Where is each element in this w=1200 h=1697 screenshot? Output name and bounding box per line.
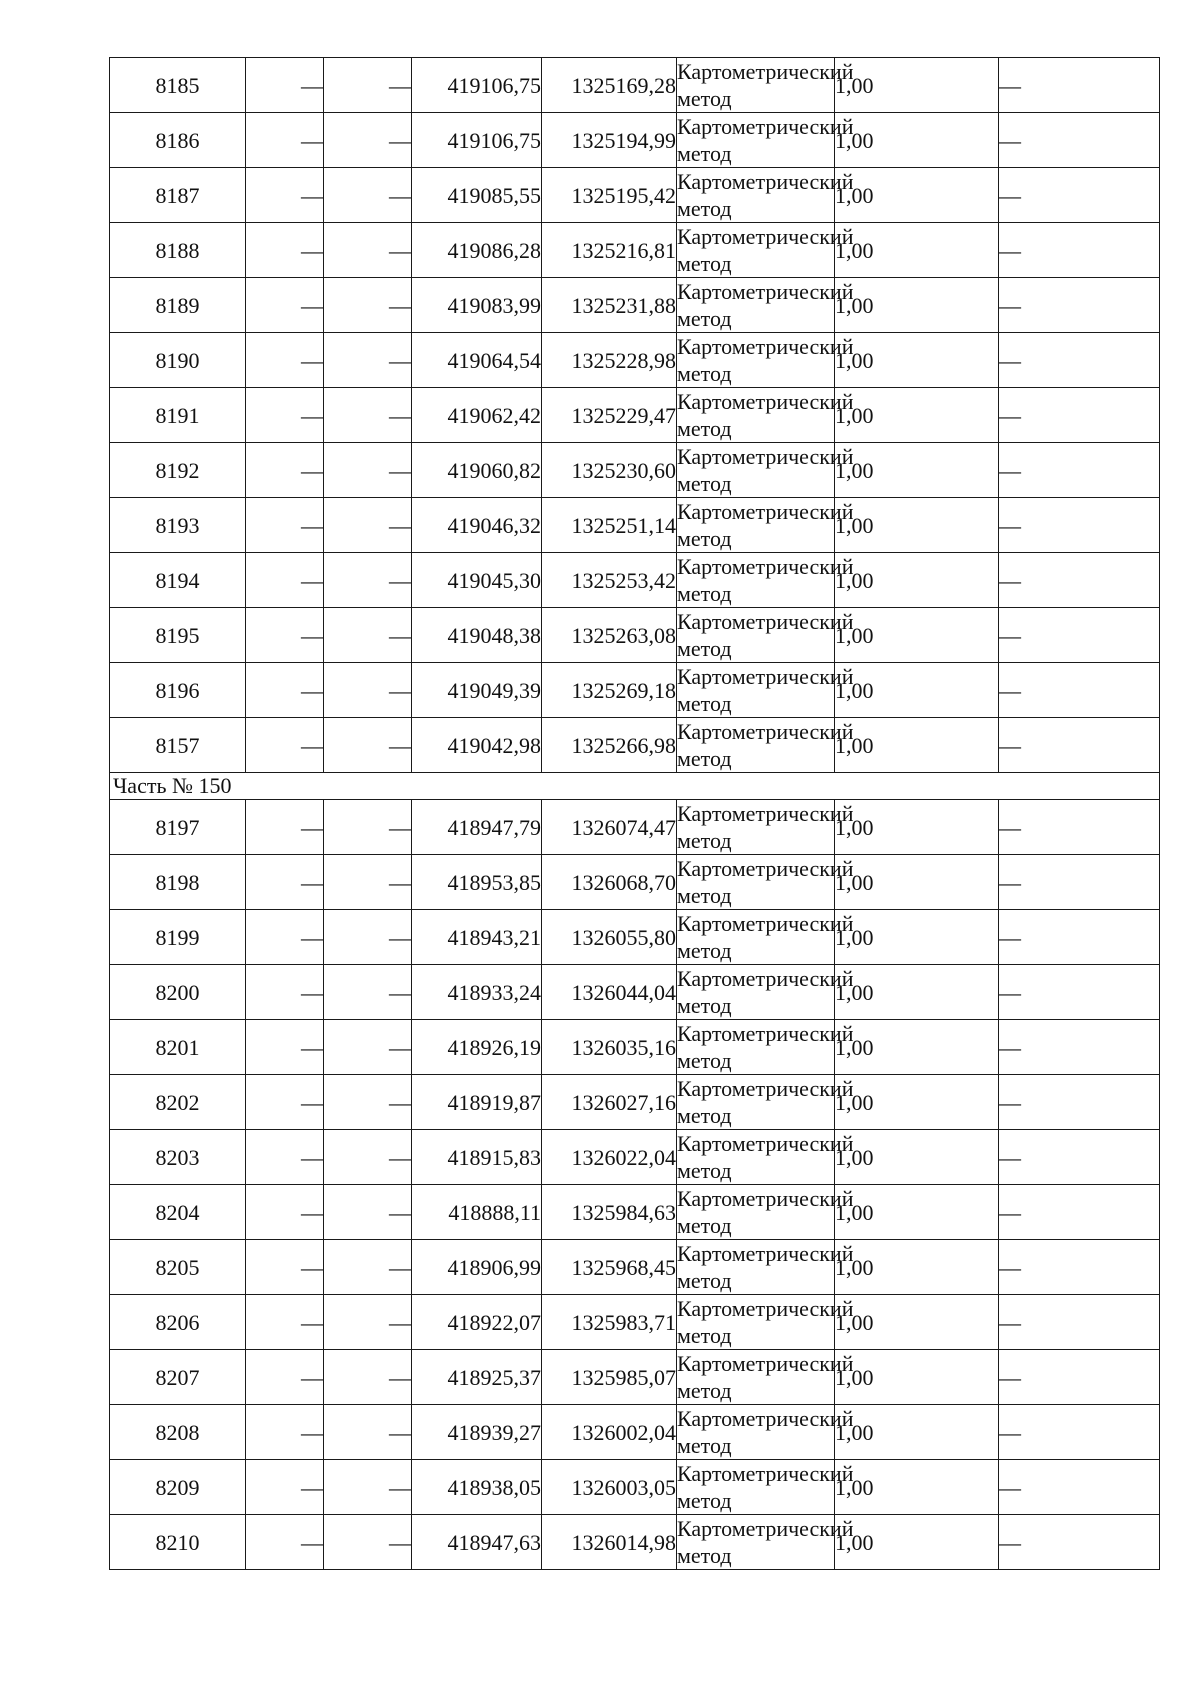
point-number-cell: 8190 bbox=[110, 333, 246, 388]
x-coordinate-cell: 418943,21 bbox=[412, 910, 542, 965]
dash-cell: — bbox=[246, 1295, 324, 1350]
point-number-cell: 8201 bbox=[110, 1020, 246, 1075]
method-cell: Картометрический метод bbox=[677, 444, 854, 496]
dash-cell: — bbox=[324, 1295, 412, 1350]
method-cell: Картометрический метод bbox=[677, 499, 854, 551]
table-row bbox=[110, 1460, 1160, 1515]
note-cell: — bbox=[999, 443, 1160, 498]
accuracy-cell: 1,00 bbox=[835, 223, 999, 278]
note-cell: — bbox=[999, 388, 1160, 443]
y-coordinate-cell: 1326022,04 bbox=[542, 1130, 677, 1185]
point-number-cell: 8199 bbox=[110, 910, 246, 965]
note-cell: — bbox=[999, 1185, 1160, 1240]
method-cell: Картометрический метод bbox=[677, 1406, 854, 1458]
x-coordinate-cell: 419086,28 bbox=[412, 223, 542, 278]
table-row bbox=[110, 1020, 1160, 1075]
y-coordinate-cell: 1326074,47 bbox=[542, 800, 677, 855]
note-cell: — bbox=[999, 223, 1160, 278]
note-cell: — bbox=[999, 663, 1160, 718]
table-row bbox=[110, 718, 1160, 773]
method-cell: Картометрический метод bbox=[677, 719, 854, 771]
accuracy-cell: 1,00 bbox=[835, 388, 999, 443]
dash-cell: — bbox=[246, 1075, 324, 1130]
x-coordinate-cell: 419085,55 bbox=[412, 168, 542, 223]
point-number-cell: 8200 bbox=[110, 965, 246, 1020]
x-coordinate-cell: 419045,30 bbox=[412, 553, 542, 608]
point-number-cell: 8202 bbox=[110, 1075, 246, 1130]
point-number-cell: 8157 bbox=[110, 718, 246, 773]
x-coordinate-cell: 419042,98 bbox=[412, 718, 542, 773]
dash-cell: — bbox=[246, 1020, 324, 1075]
accuracy-cell: 1,00 bbox=[835, 608, 999, 663]
x-coordinate-cell: 418938,05 bbox=[412, 1460, 542, 1515]
method-cell: Картометрический метод bbox=[677, 801, 854, 853]
x-coordinate-cell: 419048,38 bbox=[412, 608, 542, 663]
note-cell: — bbox=[999, 1075, 1160, 1130]
note-cell: — bbox=[999, 58, 1160, 113]
dash-cell: — bbox=[324, 718, 412, 773]
dash-cell: — bbox=[246, 443, 324, 498]
table-row bbox=[110, 333, 1160, 388]
x-coordinate-cell: 418925,37 bbox=[412, 1350, 542, 1405]
dash-cell: — bbox=[324, 1240, 412, 1295]
dash-cell: — bbox=[246, 278, 324, 333]
dash-cell: — bbox=[324, 910, 412, 965]
accuracy-cell: 1,00 bbox=[835, 168, 999, 223]
x-coordinate-cell: 418933,24 bbox=[412, 965, 542, 1020]
note-cell: — bbox=[999, 333, 1160, 388]
accuracy-cell: 1,00 bbox=[835, 1460, 999, 1515]
method-cell: Картометрический метод bbox=[677, 856, 854, 908]
note-cell: — bbox=[999, 278, 1160, 333]
table-row bbox=[110, 113, 1160, 168]
method-cell: Картометрический метод bbox=[677, 334, 854, 386]
accuracy-cell: 1,00 bbox=[835, 553, 999, 608]
x-coordinate-cell: 419106,75 bbox=[412, 113, 542, 168]
y-coordinate-cell: 1325984,63 bbox=[542, 1185, 677, 1240]
dash-cell: — bbox=[246, 58, 324, 113]
dash-cell: — bbox=[246, 663, 324, 718]
y-coordinate-cell: 1325231,88 bbox=[542, 278, 677, 333]
method-cell: Картометрический метод bbox=[677, 664, 854, 716]
point-number-cell: 8207 bbox=[110, 1350, 246, 1405]
point-number-cell: 8191 bbox=[110, 388, 246, 443]
y-coordinate-cell: 1326035,16 bbox=[542, 1020, 677, 1075]
note-cell: — bbox=[999, 1295, 1160, 1350]
x-coordinate-cell: 418922,07 bbox=[412, 1295, 542, 1350]
accuracy-cell: 1,00 bbox=[835, 1240, 999, 1295]
dash-cell: — bbox=[246, 498, 324, 553]
y-coordinate-cell: 1325269,18 bbox=[542, 663, 677, 718]
note-cell: — bbox=[999, 718, 1160, 773]
note-cell: — bbox=[999, 1240, 1160, 1295]
dash-cell: — bbox=[246, 1405, 324, 1460]
table-row bbox=[110, 1130, 1160, 1185]
x-coordinate-cell: 418953,85 bbox=[412, 855, 542, 910]
dash-cell: — bbox=[324, 965, 412, 1020]
dash-cell: — bbox=[246, 1185, 324, 1240]
point-number-cell: 8208 bbox=[110, 1405, 246, 1460]
dash-cell: — bbox=[324, 443, 412, 498]
accuracy-cell: 1,00 bbox=[835, 965, 999, 1020]
point-number-cell: 8204 bbox=[110, 1185, 246, 1240]
accuracy-cell: 1,00 bbox=[835, 800, 999, 855]
method-cell: Картометрический метод bbox=[677, 114, 854, 166]
point-number-cell: 8210 bbox=[110, 1515, 246, 1570]
dash-cell: — bbox=[324, 498, 412, 553]
method-cell: Картометрический метод bbox=[677, 1186, 854, 1238]
method-cell: Картометрический метод bbox=[677, 609, 854, 661]
method-cell: Картометрический метод bbox=[677, 554, 854, 606]
point-number-cell: 8209 bbox=[110, 1460, 246, 1515]
dash-cell: — bbox=[246, 1515, 324, 1570]
method-cell: Картометрический метод bbox=[677, 1131, 854, 1183]
method-cell: Картометрический метод bbox=[677, 1021, 854, 1073]
x-coordinate-cell: 418947,79 bbox=[412, 800, 542, 855]
dash-cell: — bbox=[324, 1350, 412, 1405]
table-body bbox=[110, 58, 1160, 1570]
dash-cell: — bbox=[246, 608, 324, 663]
x-coordinate-cell: 419062,42 bbox=[412, 388, 542, 443]
accuracy-cell: 1,00 bbox=[835, 1075, 999, 1130]
accuracy-cell: 1,00 bbox=[835, 1185, 999, 1240]
note-cell: — bbox=[999, 113, 1160, 168]
table-row bbox=[110, 855, 1160, 910]
dash-cell: — bbox=[324, 223, 412, 278]
note-cell: — bbox=[999, 1350, 1160, 1405]
section-heading: Часть № 150 bbox=[110, 773, 1160, 800]
y-coordinate-cell: 1325230,60 bbox=[542, 443, 677, 498]
point-number-cell: 8187 bbox=[110, 168, 246, 223]
y-coordinate-cell: 1325253,42 bbox=[542, 553, 677, 608]
note-cell: — bbox=[999, 965, 1160, 1020]
note-cell: — bbox=[999, 498, 1160, 553]
note-cell: — bbox=[999, 855, 1160, 910]
dash-cell: — bbox=[324, 1185, 412, 1240]
table-row bbox=[110, 663, 1160, 718]
dash-cell: — bbox=[246, 223, 324, 278]
x-coordinate-cell: 418906,99 bbox=[412, 1240, 542, 1295]
accuracy-cell: 1,00 bbox=[835, 1020, 999, 1075]
point-number-cell: 8198 bbox=[110, 855, 246, 910]
dash-cell: — bbox=[246, 910, 324, 965]
dash-cell: — bbox=[324, 388, 412, 443]
accuracy-cell: 1,00 bbox=[835, 1405, 999, 1460]
y-coordinate-cell: 1325251,14 bbox=[542, 498, 677, 553]
y-coordinate-cell: 1325968,45 bbox=[542, 1240, 677, 1295]
table-row bbox=[110, 1515, 1160, 1570]
dash-cell: — bbox=[246, 333, 324, 388]
accuracy-cell: 1,00 bbox=[835, 498, 999, 553]
y-coordinate-cell: 1326002,04 bbox=[542, 1405, 677, 1460]
x-coordinate-cell: 419049,39 bbox=[412, 663, 542, 718]
y-coordinate-cell: 1325228,98 bbox=[542, 333, 677, 388]
table-row bbox=[110, 965, 1160, 1020]
method-cell: Картометрический метод bbox=[677, 169, 854, 221]
note-cell: — bbox=[999, 1515, 1160, 1570]
table-row bbox=[110, 388, 1160, 443]
x-coordinate-cell: 418926,19 bbox=[412, 1020, 542, 1075]
method-cell: Картометрический метод bbox=[677, 966, 854, 1018]
accuracy-cell: 1,00 bbox=[835, 910, 999, 965]
y-coordinate-cell: 1325195,42 bbox=[542, 168, 677, 223]
point-number-cell: 8193 bbox=[110, 498, 246, 553]
dash-cell: — bbox=[246, 965, 324, 1020]
method-cell: Картометрический метод bbox=[677, 1296, 854, 1348]
table-row bbox=[110, 58, 1160, 113]
x-coordinate-cell: 419046,32 bbox=[412, 498, 542, 553]
accuracy-cell: 1,00 bbox=[835, 855, 999, 910]
y-coordinate-cell: 1325169,28 bbox=[542, 58, 677, 113]
table-row bbox=[110, 1295, 1160, 1350]
dash-cell: — bbox=[324, 663, 412, 718]
accuracy-cell: 1,00 bbox=[835, 1295, 999, 1350]
table-row bbox=[110, 443, 1160, 498]
dash-cell: — bbox=[324, 1020, 412, 1075]
method-cell: Картометрический метод bbox=[677, 1461, 854, 1513]
method-cell: Картометрический метод bbox=[677, 389, 854, 441]
dash-cell: — bbox=[324, 800, 412, 855]
point-number-cell: 8206 bbox=[110, 1295, 246, 1350]
x-coordinate-cell: 418919,87 bbox=[412, 1075, 542, 1130]
accuracy-cell: 1,00 bbox=[835, 718, 999, 773]
point-number-cell: 8185 bbox=[110, 58, 246, 113]
dash-cell: — bbox=[246, 113, 324, 168]
point-number-cell: 8188 bbox=[110, 223, 246, 278]
y-coordinate-cell: 1326044,04 bbox=[542, 965, 677, 1020]
section-heading-row bbox=[110, 773, 1160, 800]
table-row bbox=[110, 1185, 1160, 1240]
table-row bbox=[110, 223, 1160, 278]
table-row bbox=[110, 1405, 1160, 1460]
dash-cell: — bbox=[246, 800, 324, 855]
x-coordinate-cell: 419083,99 bbox=[412, 278, 542, 333]
dash-cell: — bbox=[324, 278, 412, 333]
note-cell: — bbox=[999, 1020, 1160, 1075]
point-number-cell: 8197 bbox=[110, 800, 246, 855]
dash-cell: — bbox=[324, 553, 412, 608]
accuracy-cell: 1,00 bbox=[835, 663, 999, 718]
note-cell: — bbox=[999, 553, 1160, 608]
table-row bbox=[110, 608, 1160, 663]
note-cell: — bbox=[999, 1460, 1160, 1515]
dash-cell: — bbox=[246, 388, 324, 443]
method-cell: Картометрический метод bbox=[677, 224, 854, 276]
dash-cell: — bbox=[324, 168, 412, 223]
y-coordinate-cell: 1325263,08 bbox=[542, 608, 677, 663]
note-cell: — bbox=[999, 1130, 1160, 1185]
table-row bbox=[110, 1075, 1160, 1130]
y-coordinate-cell: 1325229,47 bbox=[542, 388, 677, 443]
x-coordinate-cell: 418915,83 bbox=[412, 1130, 542, 1185]
dash-cell: — bbox=[246, 1130, 324, 1185]
y-coordinate-cell: 1326068,70 bbox=[542, 855, 677, 910]
table-row bbox=[110, 498, 1160, 553]
dash-cell: — bbox=[246, 1460, 324, 1515]
y-coordinate-cell: 1325194,99 bbox=[542, 113, 677, 168]
dash-cell: — bbox=[324, 58, 412, 113]
dash-cell: — bbox=[246, 1240, 324, 1295]
method-cell: Картометрический метод bbox=[677, 911, 854, 963]
x-coordinate-cell: 418939,27 bbox=[412, 1405, 542, 1460]
method-cell: Картометрический метод bbox=[677, 1241, 854, 1293]
accuracy-cell: 1,00 bbox=[835, 443, 999, 498]
y-coordinate-cell: 1325216,81 bbox=[542, 223, 677, 278]
y-coordinate-cell: 1326003,05 bbox=[542, 1460, 677, 1515]
y-coordinate-cell: 1326055,80 bbox=[542, 910, 677, 965]
table-row bbox=[110, 910, 1160, 965]
accuracy-cell: 1,00 bbox=[835, 1515, 999, 1570]
point-number-cell: 8189 bbox=[110, 278, 246, 333]
dash-cell: — bbox=[246, 1350, 324, 1405]
note-cell: — bbox=[999, 168, 1160, 223]
dash-cell: — bbox=[246, 553, 324, 608]
y-coordinate-cell: 1326027,16 bbox=[542, 1075, 677, 1130]
dash-cell: — bbox=[246, 168, 324, 223]
dash-cell: — bbox=[324, 113, 412, 168]
x-coordinate-cell: 418888,11 bbox=[412, 1185, 542, 1240]
method-cell: Картометрический метод bbox=[677, 1076, 854, 1128]
y-coordinate-cell: 1325983,71 bbox=[542, 1295, 677, 1350]
dash-cell: — bbox=[246, 855, 324, 910]
dash-cell: — bbox=[324, 1405, 412, 1460]
note-cell: — bbox=[999, 1405, 1160, 1460]
dash-cell: — bbox=[246, 718, 324, 773]
table-row bbox=[110, 1350, 1160, 1405]
dash-cell: — bbox=[324, 1515, 412, 1570]
table-row bbox=[110, 553, 1160, 608]
dash-cell: — bbox=[324, 333, 412, 388]
point-number-cell: 8194 bbox=[110, 553, 246, 608]
point-number-cell: 8205 bbox=[110, 1240, 246, 1295]
accuracy-cell: 1,00 bbox=[835, 58, 999, 113]
note-cell: — bbox=[999, 910, 1160, 965]
dash-cell: — bbox=[324, 855, 412, 910]
note-cell: — bbox=[999, 608, 1160, 663]
y-coordinate-cell: 1325985,07 bbox=[542, 1350, 677, 1405]
accuracy-cell: 1,00 bbox=[835, 1350, 999, 1405]
point-number-cell: 8195 bbox=[110, 608, 246, 663]
method-cell: Картометрический метод bbox=[677, 59, 854, 111]
table-row bbox=[110, 278, 1160, 333]
x-coordinate-cell: 419106,75 bbox=[412, 58, 542, 113]
x-coordinate-cell: 419060,82 bbox=[412, 443, 542, 498]
dash-cell: — bbox=[324, 1075, 412, 1130]
note-cell: — bbox=[999, 800, 1160, 855]
table-row bbox=[110, 168, 1160, 223]
point-number-cell: 8203 bbox=[110, 1130, 246, 1185]
accuracy-cell: 1,00 bbox=[835, 333, 999, 388]
y-coordinate-cell: 1325266,98 bbox=[542, 718, 677, 773]
y-coordinate-cell: 1326014,98 bbox=[542, 1515, 677, 1570]
point-number-cell: 8196 bbox=[110, 663, 246, 718]
accuracy-cell: 1,00 bbox=[835, 113, 999, 168]
table-row bbox=[110, 800, 1160, 855]
accuracy-cell: 1,00 bbox=[835, 1130, 999, 1185]
method-cell: Картометрический метод bbox=[677, 279, 854, 331]
method-cell: Картометрический метод bbox=[677, 1351, 854, 1403]
coordinates-table bbox=[109, 57, 1160, 1570]
dash-cell: — bbox=[324, 608, 412, 663]
point-number-cell: 8192 bbox=[110, 443, 246, 498]
dash-cell: — bbox=[324, 1130, 412, 1185]
x-coordinate-cell: 418947,63 bbox=[412, 1515, 542, 1570]
table-row bbox=[110, 1240, 1160, 1295]
point-number-cell: 8186 bbox=[110, 113, 246, 168]
accuracy-cell: 1,00 bbox=[835, 278, 999, 333]
x-coordinate-cell: 419064,54 bbox=[412, 333, 542, 388]
method-cell: Картометрический метод bbox=[677, 1516, 854, 1568]
dash-cell: — bbox=[324, 1460, 412, 1515]
